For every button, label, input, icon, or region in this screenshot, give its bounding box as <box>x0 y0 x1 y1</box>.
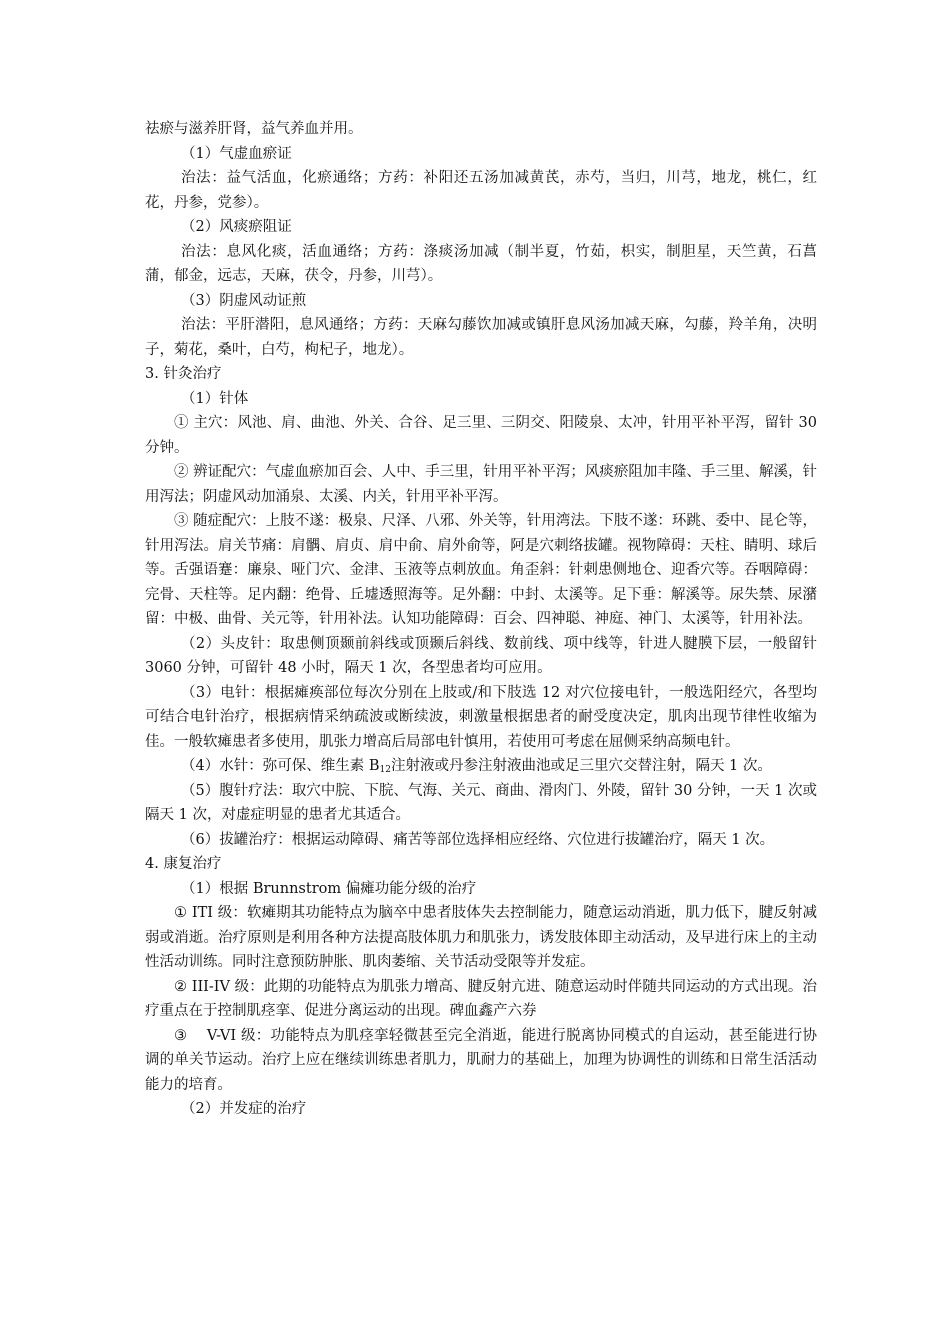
paragraph-intro: 祛瘀与滋养肝肾，益气养血并用。 <box>145 121 363 137</box>
paragraph-electro-needle: （3）电针：根据瘫痪部位每次分别在上肢或/和下肢选 12 对穴位接电针，一般选阳经穴，各型均可结合电针治疗，根据病情采纳疏波或断续波，刺激量根据患者的耐受度决定，肌肉出现节律性收缩为佳。一般软瘫患者多使用，肌张力增高后局部电针慎用，若使用可考虑在屈侧采纳高频电针。 <box>145 684 817 750</box>
paragraph-syndrome-points: ② 辨证配穴：气虚血瘀加百会、人中、手三里，针用平补平泻；风痰瘀阻加丰隆、手三里、解溪，针用泻法；阴虚风动加涌泉、太溪、内关，针用平补平泻。 <box>145 464 817 505</box>
section-heading-rehabilitation: 4. 康复治疗 <box>145 856 222 872</box>
document-body <box>145 117 817 1122</box>
subheading-brunnstrom: （1）根据 Brunnstrom 偏瘫功能分级的治疗 <box>181 880 477 897</box>
paragraph-abdominal-needle: （5）腹针疗法：取穴中脘、下脘、气海、关元、商曲、滑肉门、外陵，留针 30 分钟，一天 1 次或隔天 1 次，对虚症明显的患者尤其适合。 <box>145 782 817 823</box>
subheading-fengtan-yuzu: （2）风痰瘀阻证 <box>181 219 292 235</box>
section-heading-acupuncture: 3. 针灸治疗 <box>145 366 222 382</box>
paragraph-main-points: ① 主穴：风池、肩、曲池、外关、合谷、足三里、三阴交、阳陵泉、太冲，针用平补平泻，留针 30 分钟。 <box>145 415 817 456</box>
subheading-complications: （2）并发症的治疗 <box>181 1101 307 1117</box>
water-needle-text-b: 注射液或丹参注射液曲池或足三里穴交替注射，隔天 1 次。 <box>390 758 772 774</box>
subheading-body-needle: （1）针体 <box>181 390 249 407</box>
paragraph-symptom-points: ③ 随症配穴：上肢不遂：极泉、尺泽、八邪、外关等，针用湾法。下肢不遂：环跳、委中、昆仑等，针用泻法。肩关节痛：肩髃、肩贞、肩中俞、肩外俞等，阿是穴刺络拔罐。视物障碍：天柱、睛明、球后等。舌强语蹇：廉泉、哑门穴、金津、玉液等点刺放血。角歪斜：针刺患侧地仓、迎香穴等。吞咽障碍：完骨、天柱等。足内翻：绝骨、丘墟透照海等。足外翻：中封、太溪等。足下垂：解溪等。尿失禁、尿潴留：中极、曲骨、关元等，针用补法。认知功能障碍：百会、四神聪、神庭、神门、太溪等，针用补法。 <box>145 513 817 627</box>
paragraph-treatment: 治法：息风化痰，活血通络；方药：涤痰汤加减（制半夏，竹茹，枳实，制胆星，天竺黄，石菖蒲，郁金，远志，天麻，茯令，丹参，川芎）。 <box>145 243 817 284</box>
paragraph-scalp-needle: （2）头皮针：取患侧顶颞前斜线或顶颞后斜线、数前线、项中线等，针进人腱膜下层，一般留针 3060 分钟，可留针 48 小时，隔天 1 次，各型患者均可应用。 <box>145 635 817 676</box>
paragraph-stage-1-2: ① ITI 级：软瘫期其功能特点为脑卒中患者肢体失去控制能力，随意运动消逝，肌力低下，腱反射减弱或消逝。治疗原则是利用各种方法提高肢体肌力和肌张力，诱发肢体即主动活动，及早进行床上的主动性活动训练。同时注意预防肿胀、肌肉萎缩、关节活动受限等并发症。 <box>145 905 817 970</box>
water-needle-text-a: （4）水针：弥可保、维生素 B <box>181 758 380 774</box>
paragraph-treatment: 治法：平肝潜阳，息风通络；方药：天麻勾藤饮加减或镇肝息风汤加减天麻，勾藤，羚羊角，决明子，菊花，桑叶，白芍，枸杞子，地龙）。 <box>145 317 817 358</box>
subheading-qixu-xueyu: （1）气虚血瘀证 <box>181 145 292 162</box>
subheading-yinxu-fengdong: （3）阴虚风动证煎 <box>181 292 307 309</box>
paragraph-water-needle <box>145 754 817 779</box>
paragraph-treatment: 治法：益气活血，化瘀通络；方药：补阳还五汤加减黄芪，赤芍，当归，川芎，地龙，桃仁，红花，丹参，党参）。 <box>145 170 817 211</box>
paragraph-stage-3-4: ② III-IV 级：此期的功能特点为肌张力增高、腱反射亢进、随意运动时伴随共同运动的方式出现。治疗重点在于控制肌痉挛、促进分离运动的出现。碑血鑫产六券 <box>145 978 817 1019</box>
paragraph-stage-5-6: ③ V-VI 级：功能特点为肌痉挛轻微甚至完全消逝，能进行脱离协同模式的自运动，甚至能进行协调的单关节运动。治疗上应在继续训练患者肌力，肌耐力的基础上，加理为协调性的训练和日常生活活动能力的培育。 <box>145 1027 817 1093</box>
vitamin-subscript: 12 <box>379 765 391 775</box>
paragraph-cupping: （6）拔罐治疗：根据运动障碍、痛苦等部位选择相应经络、穴位进行拔罐治疗，隔天 1 次。 <box>181 831 775 848</box>
